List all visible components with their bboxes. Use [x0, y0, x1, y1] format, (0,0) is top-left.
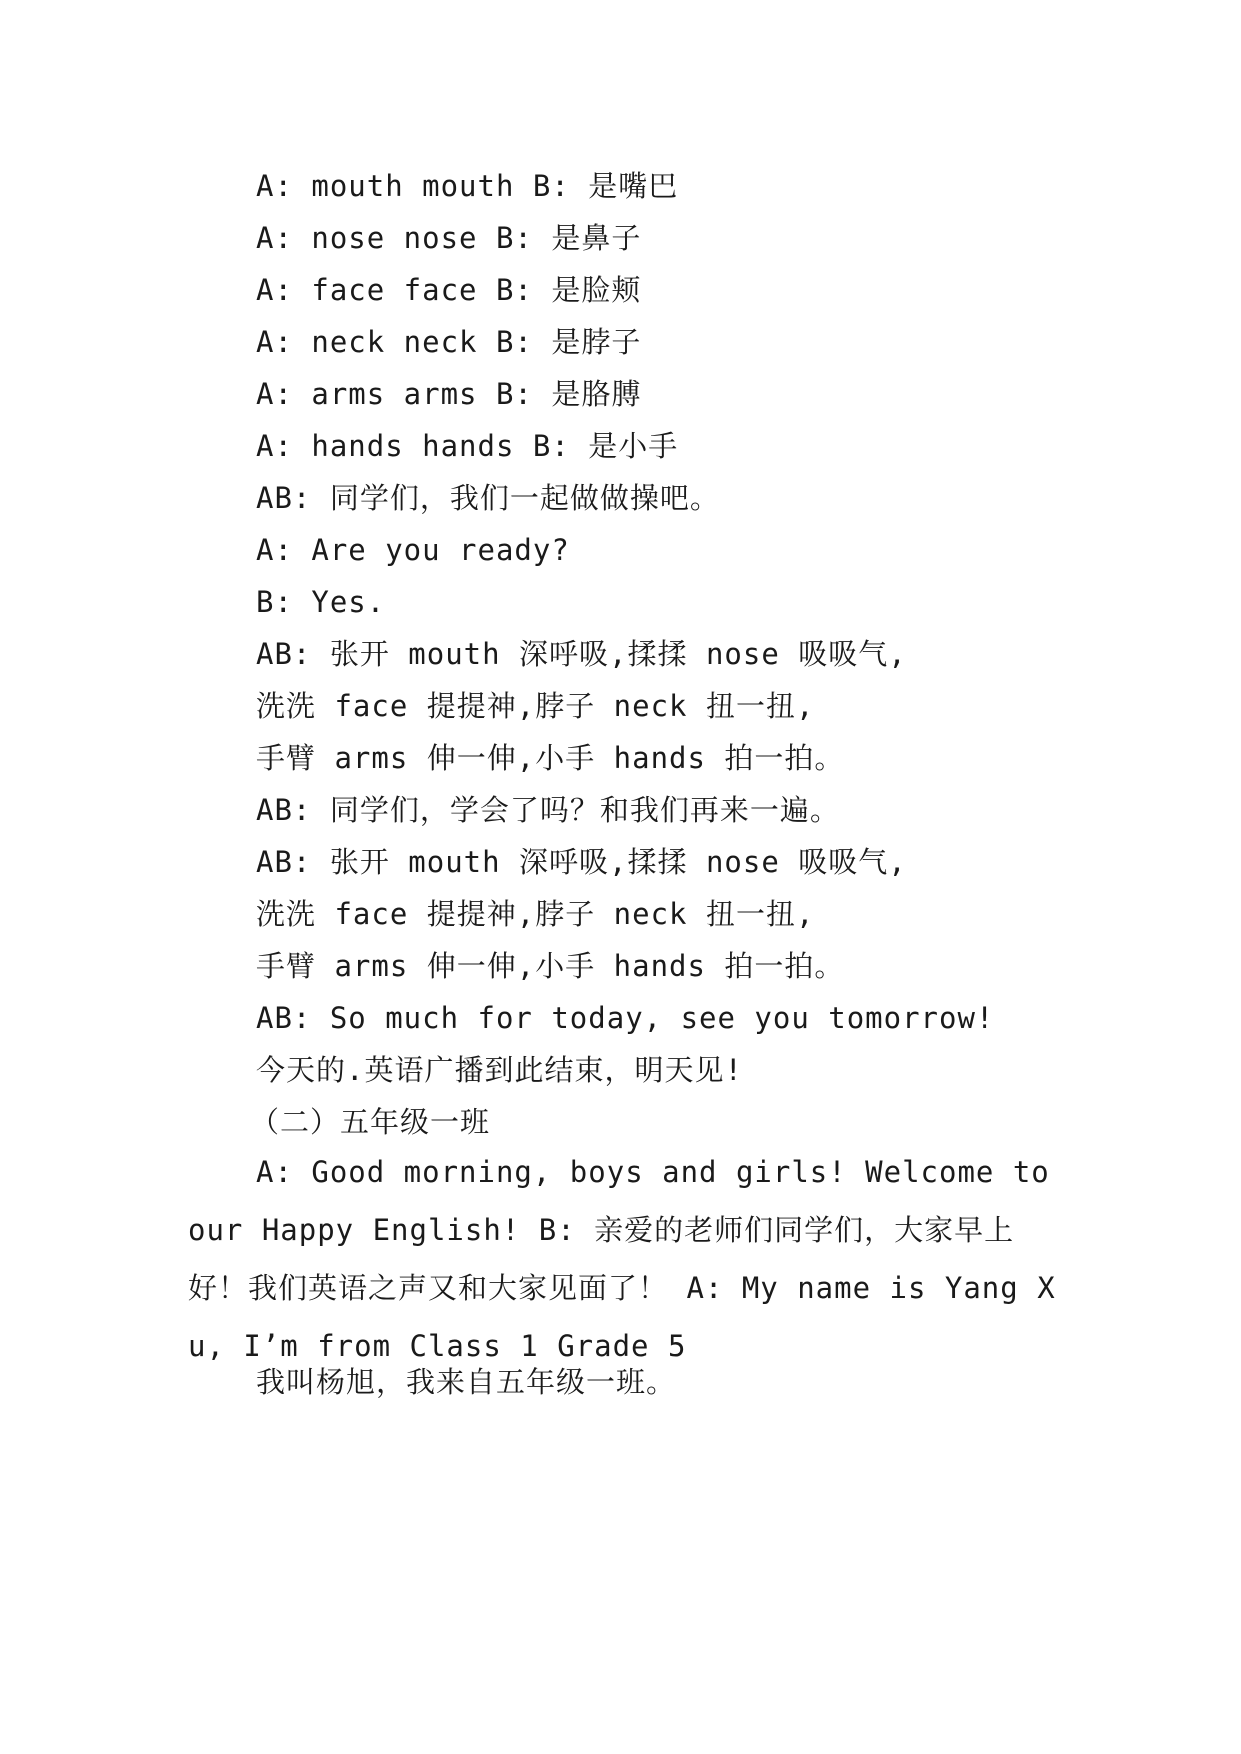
- dialogue-line: A: hands hands B: 是小手: [256, 429, 679, 463]
- dialogue-line: A: neck neck B: 是脖子: [256, 325, 642, 359]
- dialogue-line: 我叫杨旭，我来自五年级一班。: [256, 1365, 677, 1399]
- dialogue-line: A: arms arms B: 是胳膊: [256, 377, 642, 411]
- dialogue-line: AB: 张开 mouth 深呼吸,揉揉 nose 吸吸气,: [256, 845, 907, 879]
- dialogue-line: A: Are you ready?: [256, 533, 570, 567]
- section-heading: （二）五年级一班: [250, 1105, 491, 1139]
- dialogue-line: 手臂 arms 伸一伸,小手 hands 拍一拍。: [256, 949, 845, 983]
- dialogue-line: 洗洗 face 提提神,脖子 neck 扭一扭,: [256, 689, 815, 723]
- dialogue-line: AB: 同学们，我们一起做做操吧。: [256, 481, 720, 515]
- dialogue-line: AB: 同学们，学会了吗？和我们再来一遍。: [256, 793, 840, 827]
- dialogue-paragraph: A: Good morning, boys and girls! Welcome to our Happy English! B: 亲爱的老师们同学们，大家早上好！我们英语之声又和大家见面了！ A: My name is Yang Xu, I’m from Class 1 Grade 5: [188, 1155, 1056, 1363]
- dialogue-line: B: Yes.: [256, 585, 386, 619]
- dialogue-line: 手臂 arms 伸一伸,小手 hands 拍一拍。: [256, 741, 845, 775]
- dialogue-line: 今天的.英语广播到此结束，明天见!: [256, 1053, 743, 1087]
- dialogue-line: 洗洗 face 提提神,脖子 neck 扭一扭,: [256, 897, 815, 931]
- dialogue-line: A: face face B: 是脸颊: [256, 273, 642, 307]
- dialogue-line: AB: So much for today, see you tomorrow!: [256, 1001, 995, 1035]
- dialogue-line: A: mouth mouth B: 是嘴巴: [256, 169, 679, 203]
- dialogue-line: A: nose nose B: 是鼻子: [256, 221, 642, 255]
- dialogue-line: AB: 张开 mouth 深呼吸,揉揉 nose 吸吸气,: [256, 637, 907, 671]
